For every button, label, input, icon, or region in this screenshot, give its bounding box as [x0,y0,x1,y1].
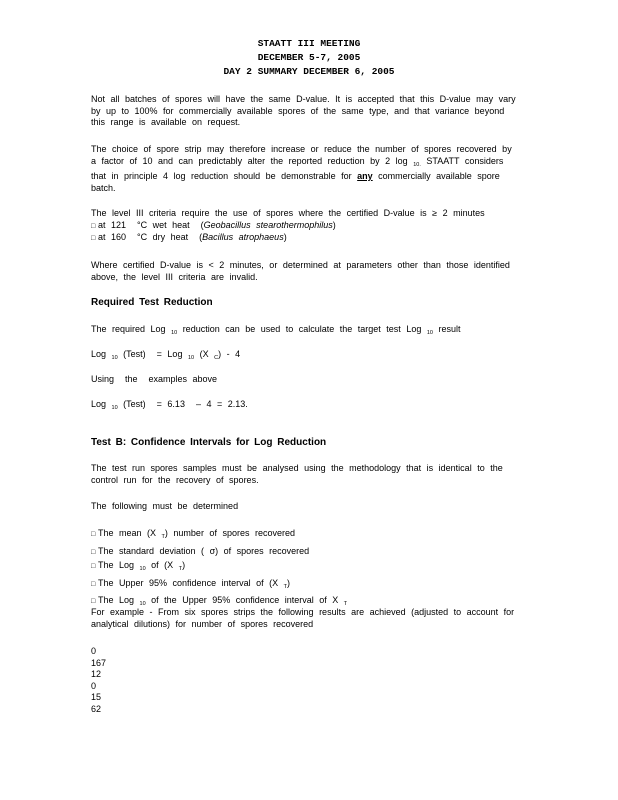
list-item: □ The Log $_{10}$ of the Upper 95% confidence interval of X $_T$ [91,595,347,605]
bullet-icon [91,559,98,574]
bullet-icon [91,577,98,592]
header-day-summary: DAY 2 SUMMARY DECEMBER 6, 2005 [223,66,395,77]
list-item: 167 [91,657,107,668]
list-item: □ The standard deviation ( σ) of spores recovered [91,546,309,556]
list-item: 15 [91,692,102,703]
paragraph-following-determined: The following must be determined [91,501,239,511]
list-item: □ The mean (X $_T$) number of spores recovered [91,528,295,538]
bullet-icon [91,220,98,233]
heading-test-b: Test B: Confidence Intervals for Log Reduction [91,437,327,448]
paragraph-d-value: Not all batches of spores will have the same D-value. It is accepted that this D-value may vary by up to 100% for commercially available spores of the same type, and that variance beyond this range is available on request. [91,94,522,127]
bullet-list [91,527,521,612]
list-item: 62 [91,703,102,714]
list-item: 0 [91,646,97,656]
header-title: STAATT III MEETING [257,38,361,49]
paragraph-spore-choice: The choice of spore strip may therefore increase or reduce the number of spores recovered by a factor of 10 and can predictably alter the reported reduction by 2 log $_{10.}$ STAATT considers that in principle 4 log reduction should be demonstrable for any commercially available spore batch. [91,144,518,193]
bullet-icon [91,527,98,542]
bullet-icon [91,545,98,560]
paragraph-example: For example - From six spores strips the following results are achieved (adjusted to account for analytical dilutions) for number of spores recovered [91,607,520,629]
results-list [91,646,106,716]
formula-log-test: Log $_{10}$ (Test) = Log $_{10}$ (X $_C$) - 4 [91,349,241,361]
emphasis-any: any [357,171,373,181]
text-using-examples: Using the examples above [91,374,218,384]
list-item: 0 [91,680,97,691]
paragraph-test-run: The test run spores samples must be analysed using the methodology that is identical to the control run for the recovery of spores. [91,463,509,485]
list-item: □ The Upper 95% confidence interval of (X $_T$) [91,578,290,588]
list-item: 12 [91,669,102,680]
bullet-icon [91,232,98,245]
paragraph-required-log: The required Log $_{10}$ reduction can be used to calculate the target test Log $_{10}$ result [91,324,461,336]
paragraph-invalid-criteria: Where certified D-value is < 2 minutes, or determined at parameters other than those identified above, the level III criteria are invalid. [91,260,516,282]
list-item: □ The Log $_{10}$ of (X $_T$) [91,560,185,570]
formula-log-result: Log $_{10}$ (Test) = 6.13 – 4 = 2.13. [91,399,248,411]
heading-required-test-reduction: Required Test Reduction [91,297,213,308]
header-dates: DECEMBER 5-7, 2005 [257,52,361,63]
paragraph-level-criteria: The level III criteria require the use of spores where the certified D-value is ≥ 2 minutes □ at 121 °C wet heat (Geobacillus stearothermophilus) □ at 160 °C dry heat (Bacillus atrophaeus) [91,208,521,245]
